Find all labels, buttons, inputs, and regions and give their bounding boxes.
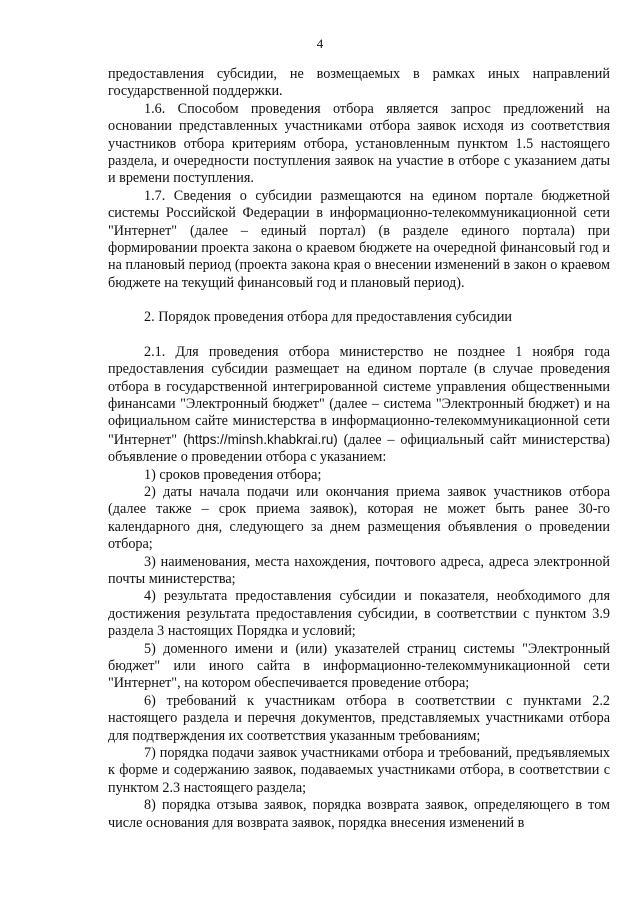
paragraph-1-6: 1.6. Способом проведения отбора является запрос предложений на основании представленных участниками отбора заявок исходя из соответствия участников отбора критериям отбора, установленным пунктом 1.5 настоящего раздела, и очередности поступления заявок на участие в отборе с указанием даты и времени поступления.: [108, 100, 610, 187]
list-item: 6) требований к участникам отбора в соответствии с пунктами 2.2 настоящего раздела и перечня документов, представляемых участниками отбора для подтверждения их соответствия указанным требованиям;: [108, 692, 610, 744]
list-item: 8) порядка отзыва заявок, порядка возврата заявок, определяющего в том числе основания для возврата заявок, порядка внесения изменений в: [108, 797, 610, 831]
section-heading: 2. Порядок проведения отбора для предоставления субсидии: [144, 309, 513, 326]
list-item: 4) результата предоставления субсидии и показателя, необходимого для достижения результата предоставления субсидии, в соответствии с пунктом 3.9 раздела 3 настоящих Порядка и условий;: [108, 588, 610, 640]
ministry-site-url: (https://minsh.khabkrai.ru): [182, 431, 338, 447]
paragraph-continuation: предоставления субсидии, не возмещаемых в рамках иных направлений государственной поддержки.: [108, 66, 610, 100]
page-number: 4: [316, 36, 324, 51]
list-item: 7) порядка подачи заявок участниками отбора и требований, предъявляемых к форме и содержанию заявок, подаваемых участниками отбора, в соответствии с пунктом 2.3 настоящего раздела;: [108, 745, 610, 796]
list-item: 5) доменного имени и (или) указателей страниц системы "Электронный бюджет" или иного сайта в информационно-телекоммуникационной сети "Интернет", на котором обеспечивается проведение отбора;: [108, 640, 610, 692]
document-body: [108, 66, 610, 832]
list-item: 2) даты начала подачи или окончания приема заявок участников отбора (далее также – срок приема заявок), которая не может быть ранее 30-го календарного дня, следующего за днем размещения объявления о проведении отбора;: [108, 483, 610, 553]
paragraph-2-1-text-end: (далее – официальный сайт министерства) объявление о проведении отбора с указанием:: [108, 431, 610, 466]
paragraph-2-1-text: 2.1. Для проведения отбора министерство не позднее 1 ноября года предоставления субсидии размещает на едином портале (в случае проведения отбора в государственной интегрированной системе управления общественными финансами "Электронный бюджет" (далее – система "Электронный бюджет) и на официальном сайте министерства в информационно-телекоммуникационной сети "Интернет": [108, 343, 610, 448]
paragraph-2-1: [108, 344, 610, 467]
paragraph-1-7: 1.7. Сведения о субсидии размещаются на едином портале бюджетной системы Российской Федерации в информационно-телекоммуникационной сети "Интернет" (далее – единый портал) (в разделе единого портала) при формировании проекта закона о краевом бюджете на очередной финансовый год и на плановый период (проекта закона края о внесении изменений в закон о краевом бюджете на текущий финансовый год и плановый период).: [108, 187, 610, 291]
list-item: 1) сроков проведения отбора;: [144, 466, 322, 483]
list-item: 3) наименования, места нахождения, почтового адреса, адреса электронной почты министерства;: [108, 553, 610, 587]
